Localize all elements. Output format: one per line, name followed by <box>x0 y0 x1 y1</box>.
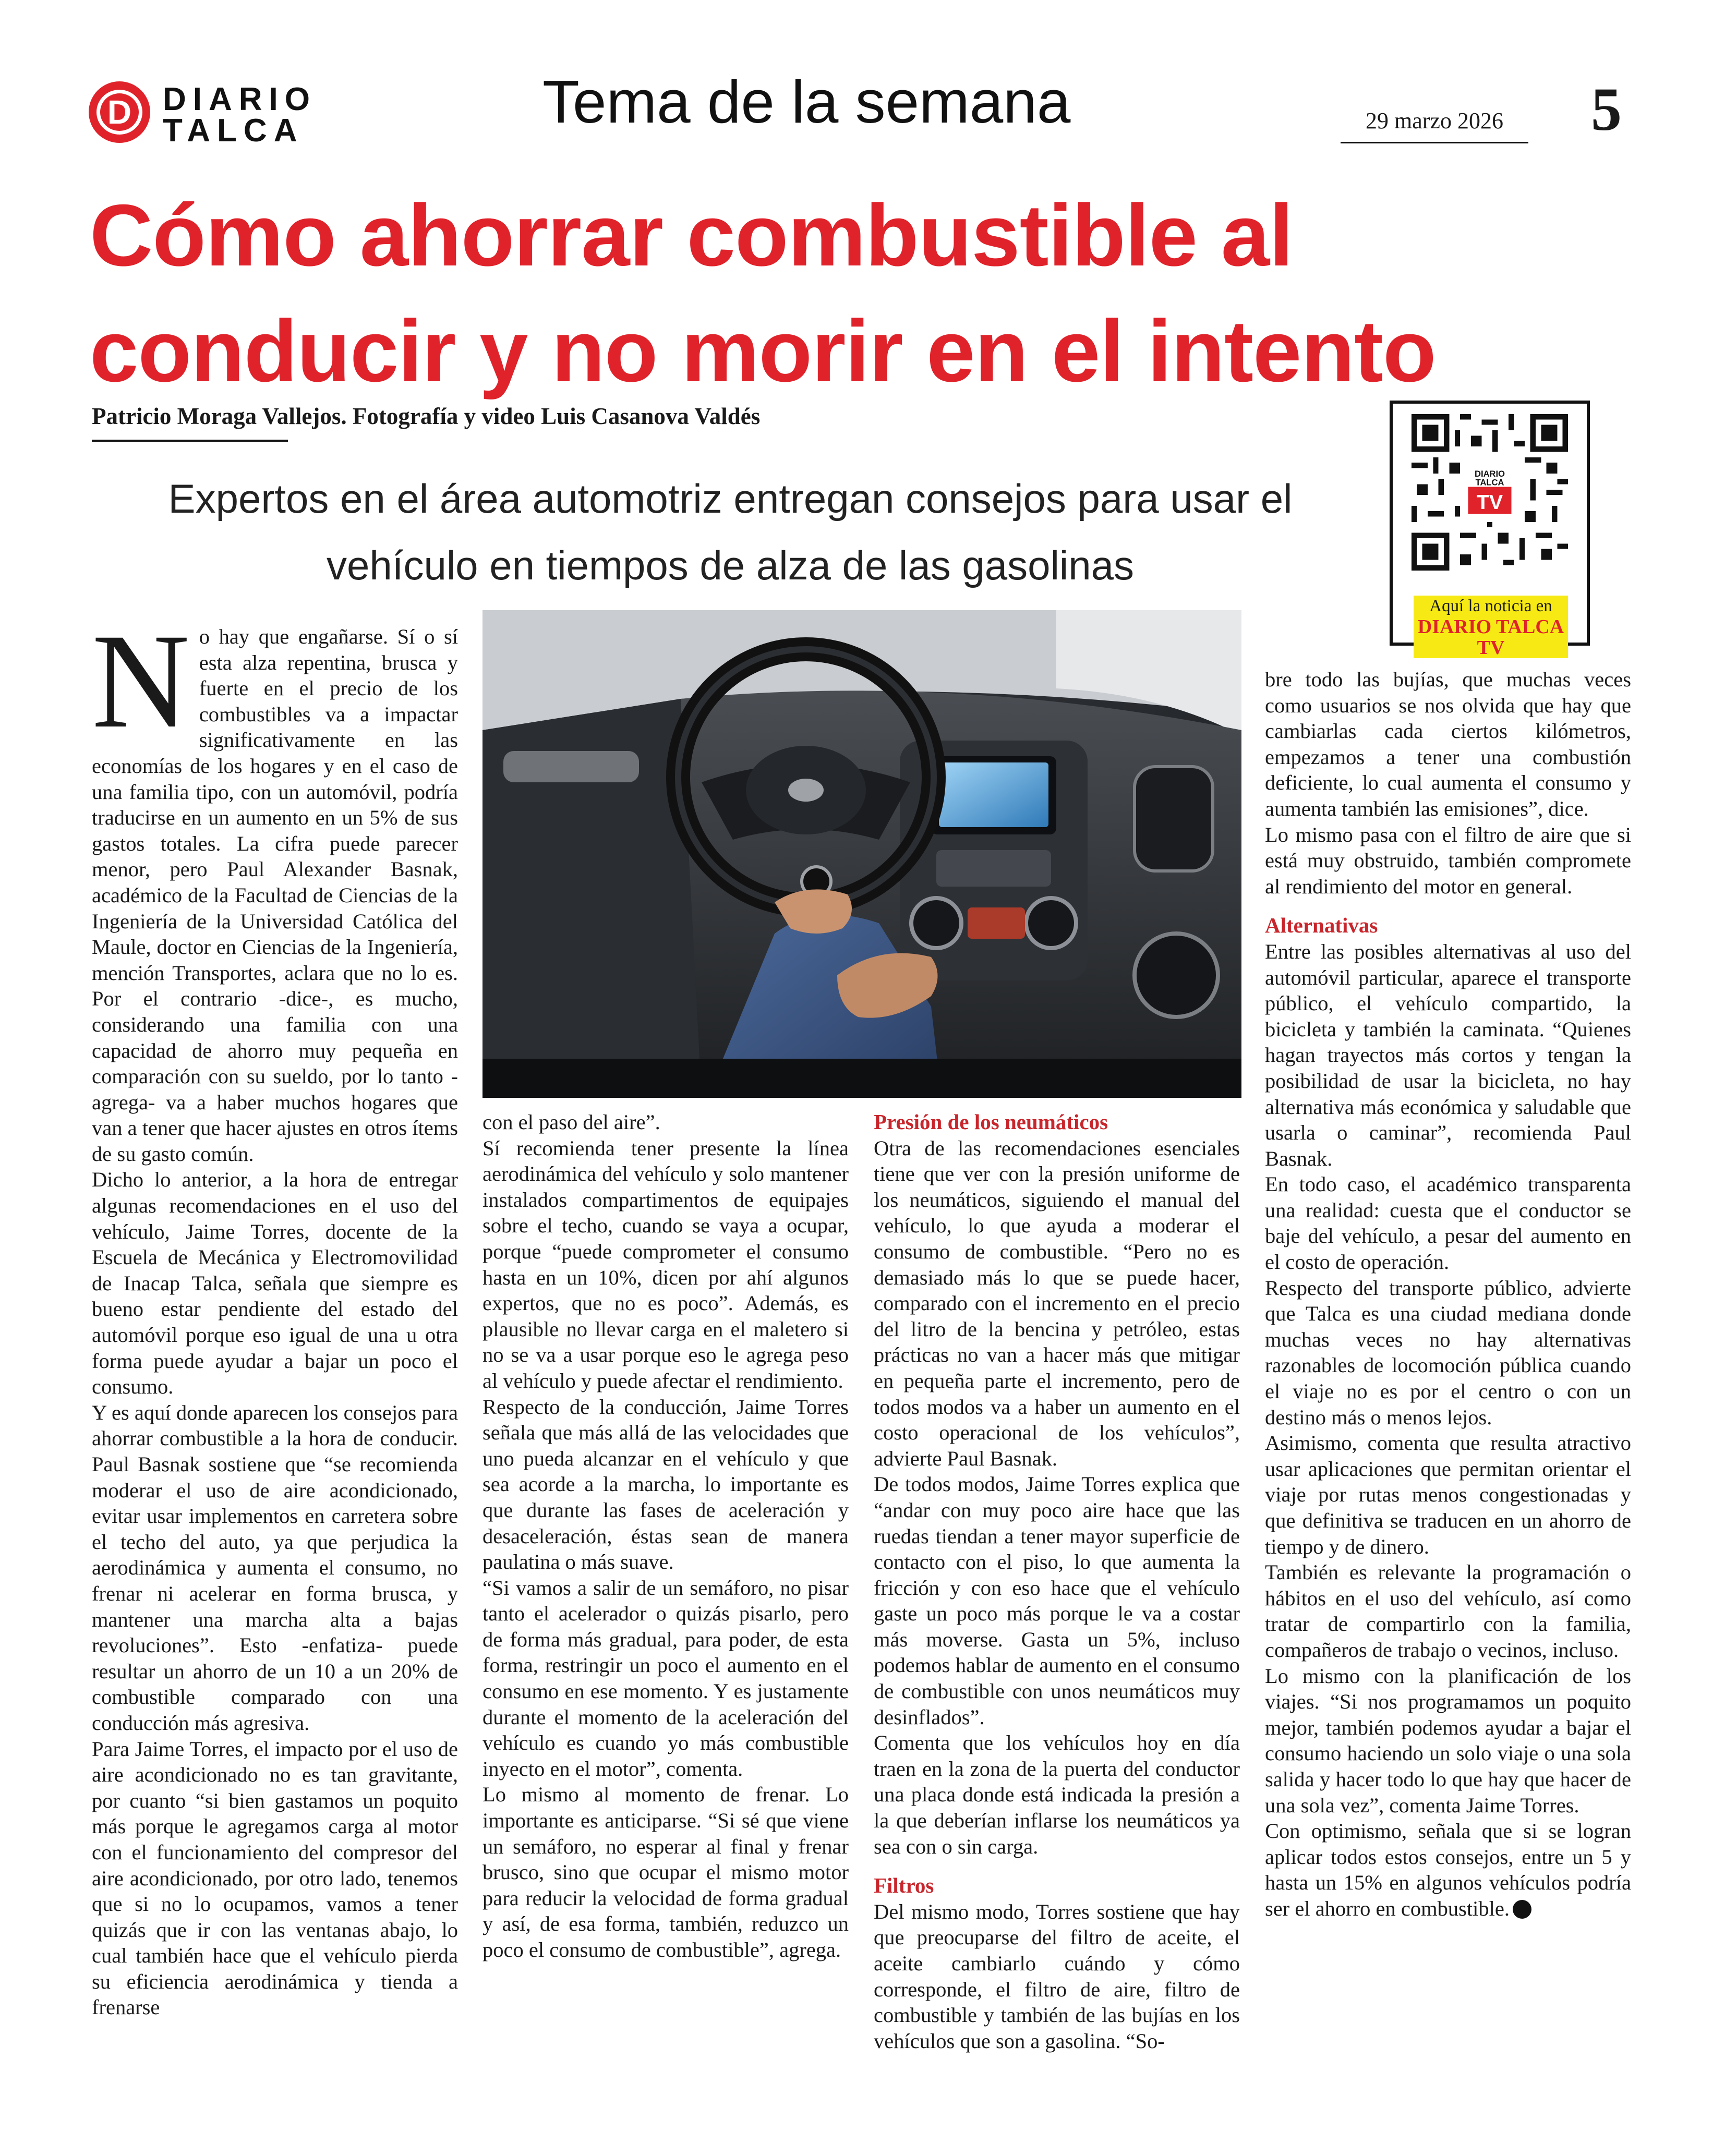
subhead-filters: Filtros <box>874 1873 934 1898</box>
article-paragraph: Comenta que los vehículos hoy en día traen en la zona de la puerta del conductor una placa donde está indicada la presión a la que deberían inflarse los neumáticos ya sea con o sin carga. <box>874 1731 1240 1858</box>
logo-icon: D <box>89 81 150 143</box>
article-paragraph: De todos modos, Jaime Torres explica que “andar con muy poco aire hace que las ruedas tiendan a tener mayor superficie de contacto con el piso, lo que aumenta la fricción y con eso hace que el vehículo gaste un poco más porque le va a costar más moverse. Gasta un 5%, incluso podemos hablar de aumento en el consumo de combustible con unos neumáticos muy desinflados”. <box>874 1472 1240 1729</box>
qr-caption <box>1414 596 1568 658</box>
article-paragraph <box>1265 1818 1631 1921</box>
article-paragraph: Y es aquí donde aparecen los consejos para ahorrar combustible a la hora de conducir. Paul Basnak sostiene que “se recomienda moderar el uso de aire acondicionado, evitar usar implementos en carretera sobre el techo del auto, ya que perjudica la aerodinámica y aumenta el consumo, no frenar ni acelerar en forma brusca, y mantener una marcha alta a bajas revoluciones”. Esto -enfatiza- puede resultar un ahorro de un 10 a un 20% de combustible comparado con una conducción más agresiva. <box>92 1400 458 1735</box>
article-paragraph: Lo mismo al momento de frenar. Lo importante es anticiparse. “Si sé que viene un semáforo, no esperar al final y frenar brusco, sino que ocupar el mismo motor para reducir la velocidad de forma gradual y así, de esa forma, también, reduzco un poco el consumo de combustible”, agrega. <box>482 1783 849 1961</box>
byline: Patricio Moraga Vallejos. Fotografía y video Luis Casanova Valdés <box>92 403 761 429</box>
article-paragraph: Respecto del transporte público, advierte que Talca es una ciudad mediana donde muchas veces no hay alternativas razonables de locomoción pública cuando el viaje no es por el centro o con un destino más o menos lejos. <box>1265 1276 1631 1429</box>
article-paragraph: En todo caso, el académico transparenta una realidad: cuesta que el conductor se baje del vehículo, a pesar del aumento en el costo de operación. <box>1265 1172 1631 1274</box>
qr-caption-line-2: DIARIO TALCA TV <box>1417 616 1564 659</box>
logo-line-2: TALCA <box>163 113 304 149</box>
paragraph-text: o hay que engañarse. Sí o sí esta alza repentina, brusca y fuerte en el precio de los combustibles va a impactar significativamente en las economías de los hogares y en el caso de una familia tipo, con un automóvil, podría traducirse en un aumento en un 5% de sus gastos totales. La cifra puede parecer menor, pero Paul Alexander Basnak, académico de la Facultad de Ciencias de la Ingeniería de la Universidad Católica del Maule, doctor en Ciencias de la Ingeniería, mención Transportes, aclara que no lo es. Por el contrario -dice-, es mucho, considerando una familia con una capacidad de ahorro muy pequeña en comparación con su sueldo, por lo tanto -agrega- va a haber muchos hogares que van a tener que hacer ajustes en otros ítems de su gasto común. <box>92 625 458 1166</box>
deck: Expertos en el área automotriz entregan consejos para usar el vehículo en tiempos de alza de las gasolinas <box>168 476 1293 588</box>
drop-cap: N <box>92 606 190 756</box>
qr-badge-label: TV <box>1476 491 1503 514</box>
article-paragraph: Para Jaime Torres, el impacto por el uso de aire acondicionado no es tan gravitante, por cuanto “si bien gastamos un poquito más porque le agregamos carga al motor con el funcionamiento del compresor del aire acondicionado, por otro lado, tenemos que si no lo ocupamos, vamos a tener quizás que ir con las ventanas abajo, lo cual también hace que el vehículo pierda su eficiencia aerodinámica y tienda a frenarse <box>92 1737 458 2019</box>
article-paragraph: También es relevante la programación o hábitos en el uso del vehículo, así como tratar de compartirlo con la familia, compañeros de trabajo o vecinos, incluso. <box>1265 1560 1631 1662</box>
article-paragraph: Asimismo, comenta que resulta atractivo usar aplicaciones que permitan orientar el viaje por rutas menos congestionadas y que definitiva se traducen en un ahorro de tiempo y de dinero. <box>1265 1431 1631 1558</box>
logo-line-1: DIARIO <box>163 81 317 117</box>
article-column-4 <box>1265 667 1631 1922</box>
article-column-1 <box>92 606 458 2020</box>
article-paragraph: Lo mismo pasa con el filtro de aire que si está muy obstruido, también compromete al rendimiento del motor en general. <box>1265 822 1631 898</box>
article-paragraph: Respecto de la conducción, Jaime Torres señala que más allá de las velocidades que uno pueda alcanzar en el vehículo y que sea acorde a la marcha, lo importante es que durante las fases de aceleración y desaceleración, éstas sean de manera paulatina o más suave. <box>482 1395 849 1574</box>
diario-talca-logo[interactable] <box>89 78 317 149</box>
page-number: 5 <box>1591 75 1622 143</box>
article-paragraph <box>92 606 458 1167</box>
qr-code-box[interactable] <box>1390 401 1590 659</box>
qr-badge-logo: DIARIO <box>1475 469 1505 479</box>
article-column-2 <box>482 1109 849 1963</box>
qr-code-icon[interactable] <box>1412 414 1568 571</box>
article-paragraph: Del mismo modo, Torres sostiene que hay que preocuparse del filtro de aceite, el aceite cambiarlo cuándo y cómo corresponde, el filtro de aire, filtro de combustible y también de las bujías en los vehículos que son a gasolina. “So- <box>874 1899 1240 2053</box>
byline-rule <box>92 440 288 442</box>
article-column-3 <box>874 1109 1240 2054</box>
issue-date: 29 marzo 2026 <box>1341 107 1528 143</box>
article-paragraph: Dicho lo anterior, a la hora de entregar algunas recomendaciones en el uso del vehículo, Jaime Torres, docente de la Escuela de Mecánica y Electromovilidad de Inacap Talca, señala que siempre es bueno estar pendiente del estado del automóvil porque eso igual de una u otra forma puede ayudar a bajar un poco el consumo. <box>92 1168 458 1399</box>
headline: Cómo ahorrar combustible al conducir y no morir en el intento <box>90 186 1436 400</box>
article-paragraph: bre todo las bujías, que muchas veces como usuarios se nos olvida que hay que cambiarlas cada ciertos kilómetros, empezamos a tener una combustión deficiente, lo cual aumenta el consumo y aumenta también las emisiones”, dice. <box>1265 668 1631 820</box>
subhead-alternatives: Alternativas <box>1265 913 1378 938</box>
end-of-article-icon <box>1513 1900 1531 1919</box>
qr-badge-logo-2: TALCA <box>1475 477 1504 488</box>
article-paragraph: Lo mismo con la planificación de los viajes. “Si nos programamos un poquito mejor, también podemos ayudar a bajar el consumo haciendo un solo viaje o una sola salida y hacer todo lo que hay que hacer de una sola vez”, comenta Jaime Torres. <box>1265 1664 1631 1817</box>
article-paragraph: Otra de las recomendaciones esenciales tiene que ver con la presión uniforme de los neumáticos, siguiendo el manual del vehículo, lo que ayuda a moderar el consumo de combustible. “Pero no es demasiado más lo que se puede hacer, comparado con el incremento en el precio del litro de la bencina y petróleo, estas prácticas no van a hacer más que mitigar en pequeña parte el incremento, pero de todos modos va a haber un aumento en el costo operacional de los vehículos”, advierte Paul Basnak. <box>874 1136 1240 1470</box>
paragraph-text: Con optimismo, señala que si se logran aplicar todos estos consejos, entre un 5 y hasta un 15% en algunos vehículos podría ser el ahorro en combustible. <box>1265 1819 1631 1920</box>
article-paragraph: Sí recomienda tener presente la línea aerodinámica del vehículo y solo mantener instalados compartimentos de equipajes sobre el techo, cuando se vaya a ocupar, porque “puede comprometer el consumo hasta en un 10%, dicen por ahí algunos expertos, que no es poco”. Además, es plausible no llevar carga en el maletero si no se va a usar porque eso le agrega peso al vehículo y puede afectar el rendimiento. <box>482 1136 849 1392</box>
section-title: Tema de la semana <box>542 68 1071 136</box>
article-paragraph: con el paso del aire”. <box>482 1110 660 1134</box>
qr-caption-line-1: Aquí la noticia en <box>1429 597 1552 615</box>
article-paragraph: Entre las posibles alternativas al uso del automóvil particular, aparece el transporte público, el vehículo compartido, la bicicleta y también la caminata. “Quienes hagan trayectos más cortos y tengan la posibilidad de usar la bicicleta, no hay alternativa más económica y saludable que usarla o caminar”, recomienda Paul Basnak. <box>1265 939 1631 1170</box>
car-interior-photo <box>482 610 1241 1098</box>
article-paragraph: “Si vamos a salir de un semáforo, no pisar tanto el acelerador o quizás pisarlo, pero de forma más gradual, para poder, de esta forma, restringir un poco el aumento en el consumo en ese momento. Y es justamente durante el momento de la aceleración del vehículo es cuando yo más combustible inyecto en el motor”, comenta. <box>482 1576 849 1780</box>
article-photo <box>482 610 1241 1098</box>
subhead-tire-pressure: Presión de los neumáticos <box>874 1110 1108 1134</box>
